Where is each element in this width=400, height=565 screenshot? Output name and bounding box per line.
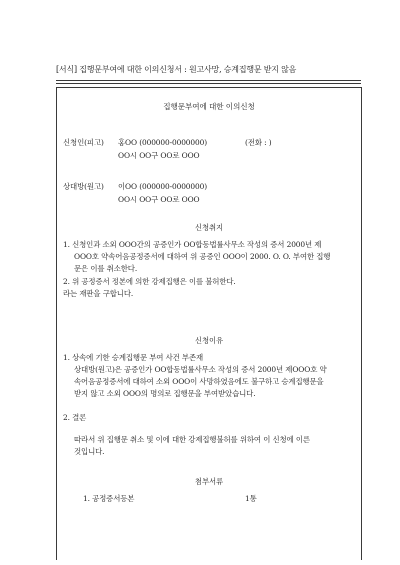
purpose-line: OOO호 약속어음공정증서에 대하여 위 공증인 OOO이 2000. O. O. 부여한 집행 — [74, 252, 331, 261]
reason-heading: 신청이유 — [194, 336, 224, 345]
caption-top-rule — [56, 80, 361, 81]
purpose-line: 문은 이를 취소한다. — [74, 264, 138, 273]
respondent-name: 이OO (000000-0000000) — [118, 182, 207, 191]
purpose-line: 1. 신청인과 소외 OOO간의 공증인가 OO합동법률사무소 작성의 증서 2000년 제 — [63, 240, 322, 249]
applicant-name: 홍OO (000000-0000000) — [118, 138, 207, 147]
reason-line: 것입니다. — [74, 447, 105, 456]
attachments-heading: 첨부서류 — [194, 477, 224, 486]
purpose-heading: 신청취지 — [194, 223, 224, 232]
purpose-line: 2. 위 공정증서 정본에 의한 강제집행은 이를 불허한다. — [63, 277, 236, 286]
reason-line: 받지 않고 소외 OOO의 명의로 집행문을 부여받았습니다. — [74, 389, 256, 398]
applicant-label: 신청인(피고) — [63, 138, 104, 147]
reason-line: 속어음공정증서에 대하여 소외 OOO이 사망하였음에도 불구하고 승계집행문을 — [74, 377, 324, 386]
applicant-phone: (전화 : ) — [245, 138, 272, 147]
applicant-address: OO시 OO구 OO로 OOO — [118, 151, 200, 160]
respondent-label: 상대방(원고) — [63, 182, 104, 191]
reason-line: 따라서 위 집행문 취소 및 이에 대한 강제집행불허를 위하여 이 신청에 이른 — [74, 435, 310, 444]
caption-bottom-rule — [56, 83, 361, 84]
reason-line: 상대방(원고)은 공증인가 OO합동법률사무소 작성의 증서 2000년 제OOO호 약 — [74, 365, 327, 374]
document-frame — [56, 87, 362, 560]
reason-line: 2. 결론 — [63, 413, 87, 422]
respondent-address: OO시 OO구 OO로 OOO — [118, 195, 200, 204]
purpose-line: 라는 재판을 구합니다. — [63, 289, 134, 298]
attachment-item-count: 1통 — [245, 494, 257, 503]
form-caption: [서식] 집행문부여에 대한 이의신청서 : 원고사망, 승계집행문 받지 않음 — [56, 65, 297, 74]
attachment-item-label: 1. 공정증서등본 — [83, 494, 135, 503]
document-title: 집행문부여에 대한 이의신청 — [163, 102, 255, 111]
reason-line: 1. 상속에 기한 승계집행문 부여 사건 부존재 — [63, 353, 204, 362]
